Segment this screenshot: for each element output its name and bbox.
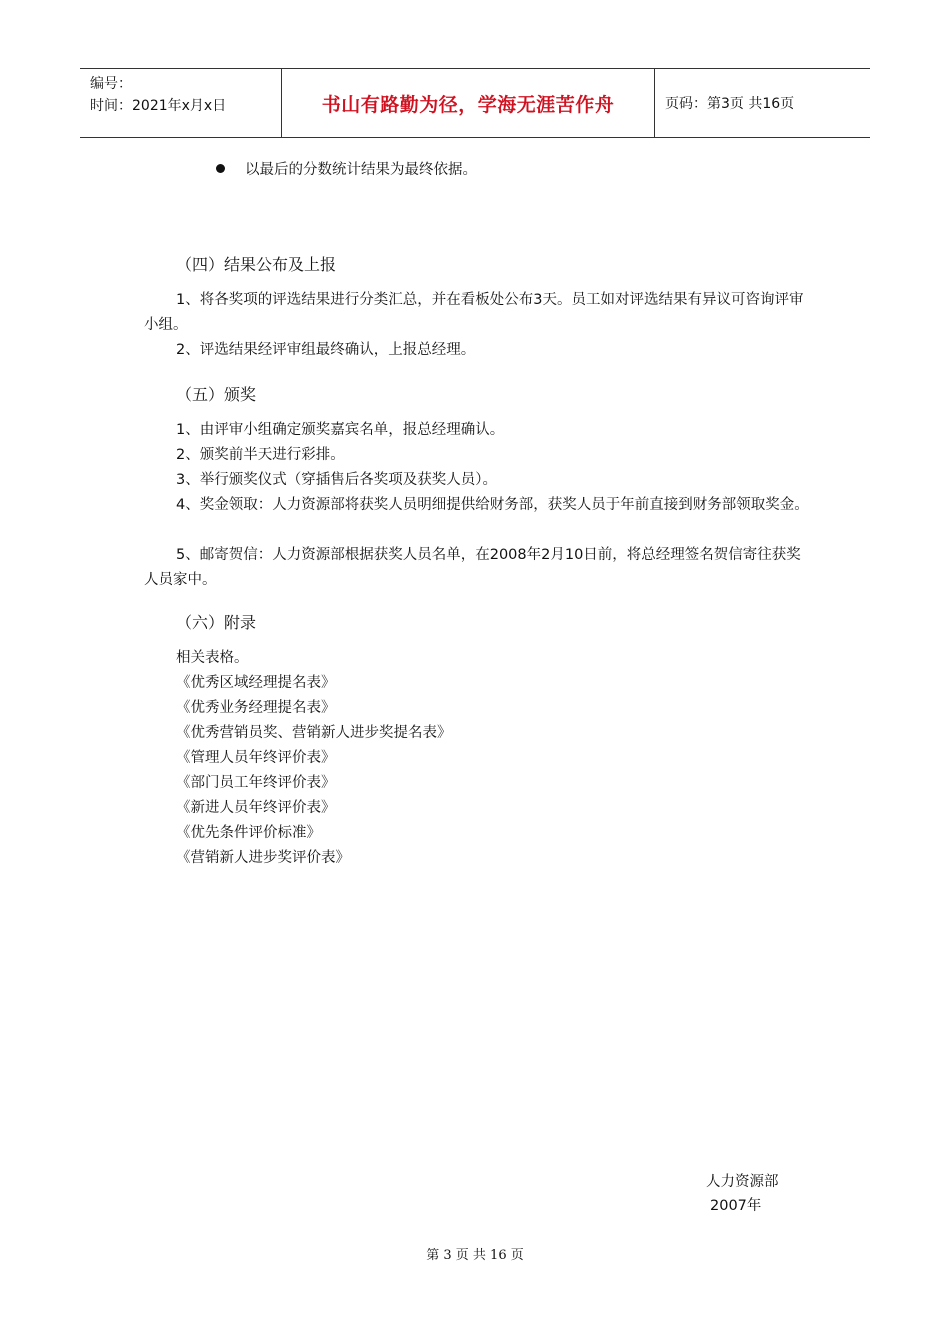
section-4-paragraph-2: 2、评选结果经评审组最终确认，上报总经理。 [176, 342, 476, 358]
list-item: 《优先条件评价标准》 [176, 825, 321, 841]
header-motto: 书山有路勤为径，学海无涯苦作舟 [282, 69, 655, 137]
list-item: 3、举行颁奖仪式（穿插售后各奖项及获奖人员）。 [176, 472, 497, 488]
signature-block [706, 1170, 779, 1218]
list-item: 《管理人员年终评价表》 [176, 750, 336, 766]
section-6-list [176, 646, 452, 871]
list-item: 《优秀区域经理提名表》 [176, 675, 336, 691]
list-item: 1、由评审小组确定颁奖嘉宾名单，报总经理确认。 [176, 422, 505, 438]
section-4-title: （四）结果公布及上报 [176, 255, 337, 274]
section-6-title: （六）附录 [176, 613, 257, 632]
list-item: 2、颁奖前半天进行彩排。 [176, 447, 345, 463]
signature-year: 2007年 [710, 1198, 762, 1214]
page-footer: 第 3 页 共 16 页 [426, 1248, 524, 1263]
signature-dept: 人力资源部 [706, 1174, 779, 1190]
list-item: 《优秀营销员奖、营销新人进步奖提名表》 [176, 725, 452, 741]
section-5-paragraph-5: 5、邮寄贺信：人力资源部根据获奖人员名单，在2008年2月10日前，将总经理签名贺信寄往获奖人员家中。 [144, 547, 801, 588]
section-4-paragraph-1: 1、将各奖项的评选结果进行分类汇总，并在看板处公布3天。员工如对评选结果有异议可咨询评审小组。 [144, 292, 804, 333]
appendix-intro: 相关表格。 [176, 650, 249, 666]
bullet-dot-icon [216, 164, 225, 173]
list-item: 《部门员工年终评价表》 [176, 775, 336, 791]
header-left-cell [80, 69, 282, 137]
list-item: 《营销新人进步奖评价表》 [176, 850, 350, 866]
page-header [80, 68, 870, 138]
bullet-text: 以最后的分数统计结果为最终依据。 [245, 162, 477, 178]
section-5-title: （五）颁奖 [176, 385, 257, 404]
section-5-paragraph-4: 4、奖金领取：人力资源部将获奖人员明细提供给财务部，获奖人员于年前直接到财务部领取奖金。 [176, 497, 809, 513]
list-item: 《优秀业务经理提名表》 [176, 700, 336, 716]
list-item: 《新进人员年终评价表》 [176, 800, 336, 816]
time-label: 时间：2021年x月x日 [90, 98, 227, 114]
section-5-list [176, 418, 504, 493]
number-label: 编号： [90, 76, 132, 92]
bullet-item [216, 158, 477, 179]
header-page-label: 页码：第3页 共16页 [665, 96, 795, 112]
